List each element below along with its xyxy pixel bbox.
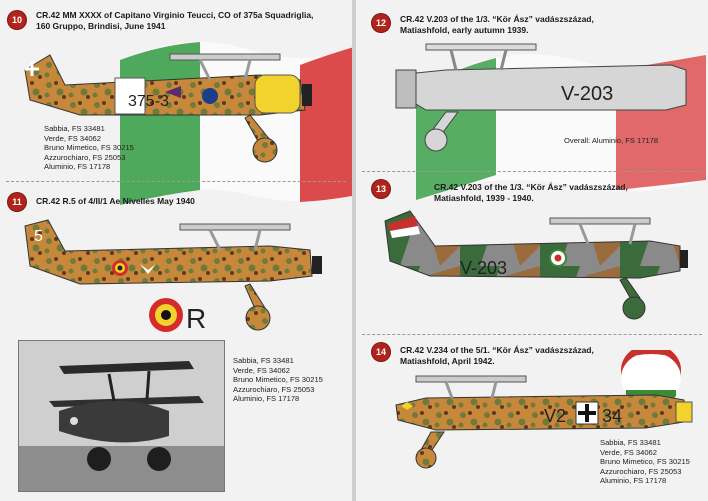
color-list-14: Sabbia, FS 33481 Verde, FS 34062 Bruno Mimetico, FS 30215 Azzurochiaro, FS 25053 Aluminio, FS 17178 <box>600 438 690 486</box>
color-list-10: Sabbia, FS 33481 Verde, FS 34062 Bruno Mimetico, FS 30215 Azzurochiaro, FS 25053 Aluminio, FS 17178 <box>44 124 134 172</box>
aircraft-photo-image <box>19 341 224 491</box>
profile-number-badge: 10 <box>8 11 26 29</box>
right-page <box>356 0 708 501</box>
fuselage-code: V-203 <box>561 83 614 105</box>
color-list-11: Sabbia, FS 33481 Verde, FS 34062 Bruno Mimetico, FS 30215 Azzurochiaro, FS 25053 Aluminio, FS 17178 <box>233 356 323 404</box>
profile-title: CR.42 MM XXXX of Capitano Virginio Teucci, CO of 375a Squadriglia, 160 Gruppo, Brindisi, June 1941 <box>36 10 314 31</box>
profile-number-badge: 13 <box>372 180 390 198</box>
profile-number-badge: 11 <box>8 193 26 211</box>
profile-number-badge: 12 <box>372 14 390 32</box>
marking-letter: R <box>186 303 207 334</box>
section-divider <box>362 171 702 172</box>
profile-title: CR.42 R.5 of 4/II/1 Ae Nivelles May 1940 <box>36 196 195 206</box>
fuselage-code: 375-3 <box>128 93 169 110</box>
section-divider <box>362 334 702 335</box>
profile-title: CR.42 V.203 of the 1/3. “Kör Ász” vadászszázad, Matiashfold, early autumn 1939. <box>400 14 594 35</box>
aircraft-profile-13 <box>380 206 700 326</box>
roundel-belgium <box>148 295 218 335</box>
profile-title: CR.42 V.203 of the 1/3. “Kör Ász” vadászszázad, Matiashfold, 1939 - 1940. <box>434 182 628 203</box>
fuselage-code-left: V2 <box>544 406 567 426</box>
overall-color: Overall: Aluminio, FS 17178 <box>564 136 659 145</box>
profile-title: CR.42 V.234 of the 5/1. “Kör Ász” vadászszázad, Matiashfold, April 1942. <box>400 345 594 366</box>
fuselage-code: V-203 <box>460 258 508 278</box>
fuselage-code: 5 <box>34 228 43 245</box>
section-divider <box>6 181 346 182</box>
fuselage-code-right: 34 <box>602 406 623 426</box>
historical-photo <box>18 340 225 492</box>
profile-number-badge: 14 <box>372 343 390 361</box>
